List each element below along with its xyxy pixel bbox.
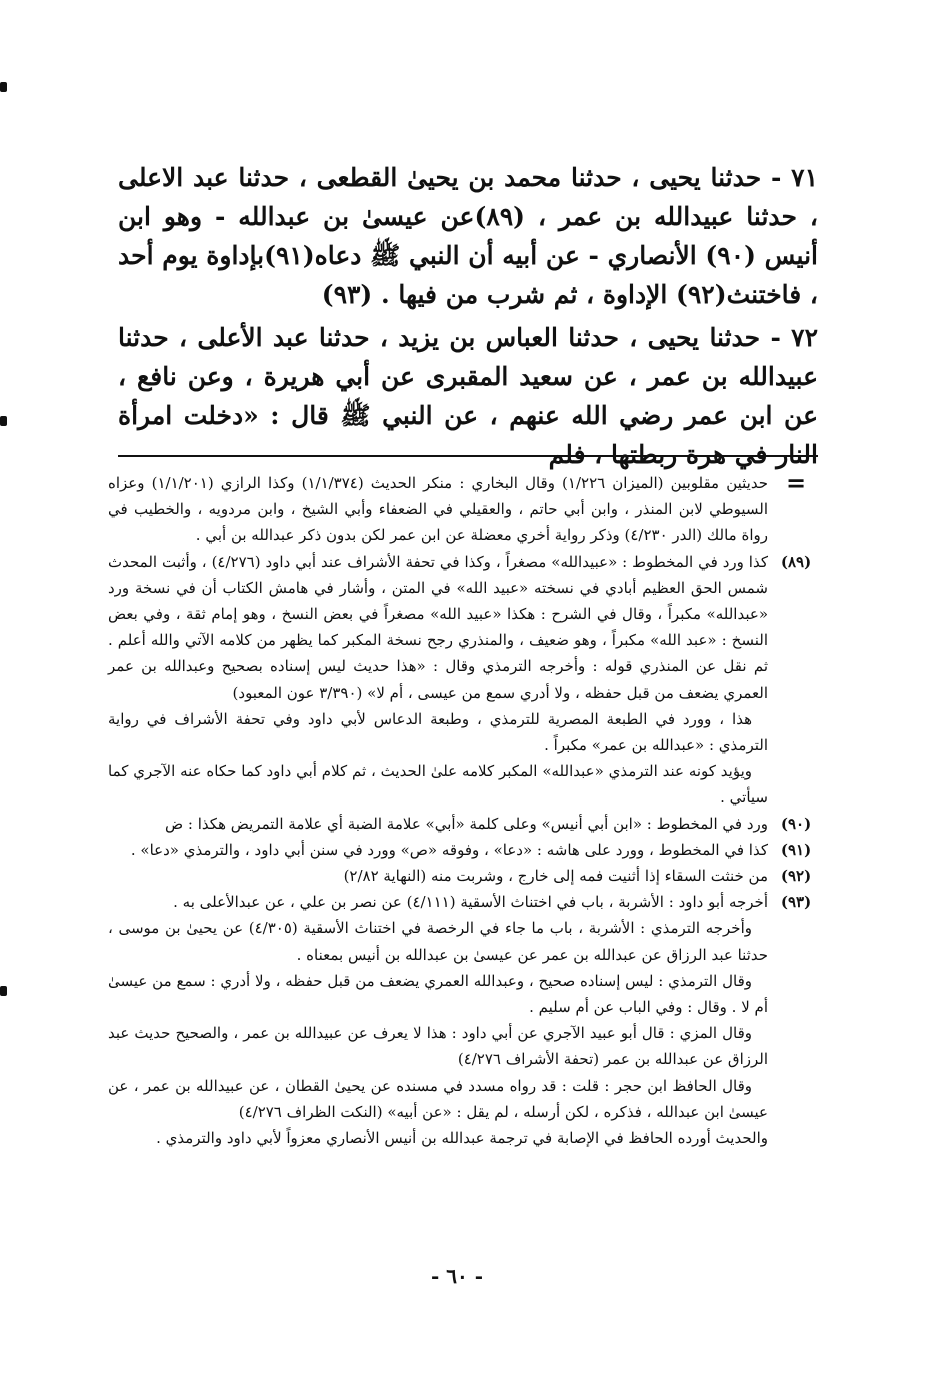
- footnote-continuation: [108, 470, 824, 549]
- footnote-number: (٩٣): [780, 893, 812, 912]
- footnote-paragraph: وأخرجه الترمذي : الأشربة ، باب ما جاء في الرخصة في اختناث الأسقية (٤/٣٠٥) عن يحيىٰ بن موسى ، حدثنا عبد الرزاق عن عبدالله بن عمر عن عيسىٰ بن عبدالله بن أنيس بمعناه .: [108, 919, 768, 964]
- footnote-body: [108, 889, 768, 1151]
- footnote-paragraph: هذا ، وورد في الطبعة المصرية للترمذي ، وطبعة الدعاس لأبي داود وفي تحفة الأشراف في رواية الترمذي : «عبدالله بن عمر» مكبراً .: [108, 709, 768, 755]
- footnote-paragraph: ورد في المخطوط : «ابن أبي أنيس» وعلى كلمة «أبي» علامة الضبة أي علامة التمريض هكذا : ض: [165, 814, 768, 833]
- footnote-paragraph: ويؤيد كونه عند الترمذي «عبدالله» المكبر كلامه علىٰ الحديث ، ثم كلام أبي داود كما حكاه عنه الآجري كما سيأتي .: [108, 762, 768, 807]
- scan-edge-mark: [0, 416, 7, 426]
- page-number: [0, 1264, 938, 1288]
- footnote-92: [108, 863, 824, 889]
- footnote-paragraph: والحديث أورده الحافظ في الإصابة في ترجمة عبدالله بن أنيس الأنصاري معزواً لأبي داود والترمذي .: [156, 1129, 768, 1148]
- continuation-mark: =: [785, 468, 807, 497]
- footnote-body: [108, 811, 768, 837]
- footnote-body: [108, 837, 768, 863]
- footnote-body: [108, 863, 768, 889]
- footnote-paragraph: وقال الترمذي : ليس إسناده صحيح ، وعبدالله العمري يضعف من قبل حفظه ، ولا أدري : سمع من عيسىٰ أم لا . وقال : وفي الباب عن أم سليم .: [108, 971, 768, 1017]
- hadith-71: ٧١ - حدثنا يحيى ، حدثنا محمد بن يحيىٰ القطعى ، حدثنا عبد الاعلى ، حدثنا عبيدالله بن عمر ، (٨٩)عن عيسىٰ بن عبدالله - وهو ابن أنيس (٩٠) الأنصاري - عن أبيه أن النبي ﷺ دعاه(٩١)بإداوة يوم أحد ، فاختنث(٩٢) الإداوة ، ثم شرب من فيها . (٩٣): [118, 163, 818, 309]
- footnote-paragraph: كذا في المخطوط ، وورد على هاشه : «دعا» ، وفوقه «ص» وورد في سنن أبي داود ، والترمذي «دعا» .: [130, 840, 768, 859]
- footnote-paragraph: من خنثت السقاء إذا أثنيت فمه إلى خارج ، وشربت منه (النهاية ٢/٨٢): [343, 867, 768, 886]
- footnote-89: [108, 549, 824, 811]
- footnote-number: (٩١): [780, 840, 812, 859]
- scan-edge-mark: [0, 82, 7, 92]
- footnote-body: [108, 470, 768, 549]
- footnote-90: [108, 811, 824, 837]
- footnote-number: (٩٢): [780, 867, 812, 886]
- footnote-paragraph: حديثين مقلوبين (الميزان ١/٢٢٦) وقال البخاري : منكر الحديث (١/١/٣٧٤) وكذا الرازي (١/١/٢٠١) وعزاه السيوطي لابن المنذر ، وابن أبي حاتم ، والعقيلي في الضعفاء وأبي الشيخ ، وابن مردويه ، والخطيب في رواة مالك (الدر ٤/٢٣٠) وذكر رواية أخري معضلة عن ابن عمر لكن بدون ذكر عبدالله بن أبي .: [108, 474, 768, 545]
- footnote-number: (٨٩): [780, 552, 812, 571]
- hadith-72: ٧٢ - حدثنا يحيى ، حدثنا العباس بن يزيد ، حدثنا عبد الأعلى ، حدثنا عبيدالله بن عمر ، عن سعيد المقبرى عن أبي هريرة ، وعن نافع ، عن ابن عمر رضي الله عنهم ، عن النبي ﷺ قال : «دخلت امرأة النار في هرة ربطتها ، فلم: [118, 323, 818, 469]
- footnote-paragraph: كذا ورد في المخطوط : «عبيدالله» مصغراً ، وكذا في تحفة الأشراف عند أبي داود (٤/٢٧٦) ، وأثبت المحدث شمس الحق العظيم أبادي في نسخته «عبيد الله» في المتن ، وأشار في هامش الكتاب أن في نسخة ورد «عبدالله» مكبراً ، وقال في الشرح : هكذا «عبيد الله» مصغراً في بعض النسخ ، وهو إمام ثقة ، وفي بعض النسخ : «عبد الله» مكبراً ، وهو ضعيف ، والمنذري رجح نسخة المكبر كما يظهر من كلامه الآتي والله أعلم . ثم نقل عن المنذري قوله : وأخرجه الترمذي وقال : «هذا حديث ليس إسناده بصحيح وعبدالله بن عمر العمري يضعف من قبل حفظه ، ولا أدري سمع من عيسى ، أم لا» (٣/٣٩٠ عون المعبود): [108, 552, 768, 702]
- footnotes: [108, 470, 824, 1151]
- main-text: [118, 158, 818, 474]
- footnote-91: [108, 837, 824, 863]
- page-number-text: - ٦٠ -: [430, 1264, 483, 1288]
- footnote-body: [108, 549, 768, 811]
- footnote-paragraph: أخرجه أبو داود : الأشربة ، باب في اختناث الأسقية (٤/١١١) عن نصر بن علي ، عن عبدالأعلى به .: [173, 893, 768, 912]
- footnote-paragraph: وقال الحافظ ابن حجر : قلت : قد رواه مسدد في مسنده عن يحيىٰ القطان ، عن عبيدالله بن عمر ، عن عيسىٰ ابن عبدالله ، فذكره ، لكن أرسله ، لم يقل : «عن أبيه» (النكت الظراف ٤/٢٧٦): [108, 1076, 768, 1121]
- footnote-93: [108, 889, 824, 1151]
- footnote-number: (٩٠): [780, 814, 812, 833]
- footnote-separator: [118, 455, 818, 457]
- footnote-paragraph: وقال المزي : قال أبو عبيد الآجري عن أبي داود : هذا لا يعرف عن عبيدالله بن عمر ، والصحيح حديث عبد الرزاق عن عبدالله بن عمر (تحفة الأشراف ٤/٢٧٦): [108, 1024, 768, 1069]
- scan-edge-mark: [0, 986, 7, 996]
